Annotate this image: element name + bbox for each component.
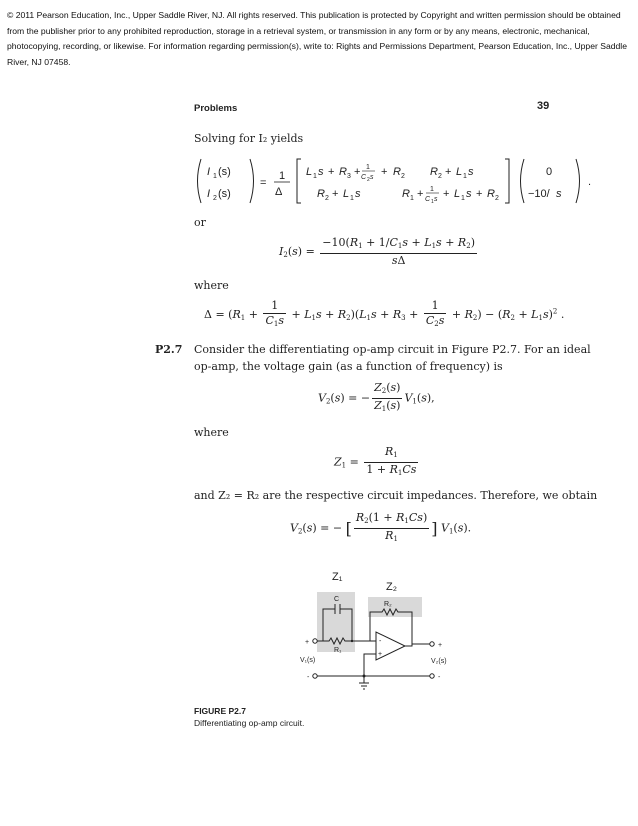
where-text-1: where xyxy=(194,279,229,292)
svg-text:+: + xyxy=(354,166,361,178)
input-plus-label: + xyxy=(305,639,310,646)
output-minus-label: - xyxy=(438,674,441,681)
svg-text:L: L xyxy=(456,166,463,178)
i2-equation: $I_2(s)$ = $\frac{-10(R_1 + 1/C_1s + L_1s + R_2)}{s\Delta}$ xyxy=(279,236,475,267)
svg-text:+: + xyxy=(476,188,483,200)
svg-text:C: C xyxy=(361,174,367,181)
svg-text:Δ: Δ xyxy=(275,186,283,198)
matrix-equation-svg xyxy=(194,155,604,207)
svg-text:R: R xyxy=(317,188,325,200)
svg-text:1: 1 xyxy=(461,195,465,202)
svg-text:+: + xyxy=(381,166,388,178)
svg-text:1: 1 xyxy=(431,199,434,205)
delta-equation: $\Delta = (R_1$ + $\frac{1}{C_1s}$ + $L_1s + R_2)(L_1s + R_3$ + $\frac{1}{C_2s}$ + $R_2) - (R_2 + L_1s)^2$ . xyxy=(204,299,564,331)
op-amp-minus-label: - xyxy=(379,638,382,645)
ground-symbol xyxy=(359,676,369,689)
v2-label: V₂(s) xyxy=(431,658,447,665)
svg-text:+: + xyxy=(443,188,450,200)
output-plus-terminal xyxy=(430,642,434,646)
svg-text:2: 2 xyxy=(213,195,217,202)
output-plus-label: + xyxy=(438,642,443,649)
matrix-equation xyxy=(194,155,604,210)
r2-label: R₂ xyxy=(384,601,392,608)
problem-line-1: Consider the differentiating op-amp circuit in Figure P2.7. For an ideal xyxy=(194,343,591,356)
svg-text:R: R xyxy=(393,166,401,178)
op-amp-plus-label: + xyxy=(378,651,383,658)
svg-text:R: R xyxy=(487,188,495,200)
svg-text:.: . xyxy=(588,176,592,188)
input-plus-terminal xyxy=(313,639,317,643)
z1-label: Z₁ xyxy=(332,571,343,583)
svg-text:1: 1 xyxy=(366,164,370,171)
page-number: 39 xyxy=(537,100,550,112)
svg-text:s: s xyxy=(355,188,361,200)
svg-text:(s): (s) xyxy=(218,188,231,200)
svg-text:1: 1 xyxy=(313,173,317,180)
svg-text:L: L xyxy=(306,166,313,178)
c-label: C xyxy=(334,596,340,603)
svg-text:L: L xyxy=(343,188,350,200)
svg-text:+: + xyxy=(417,188,424,200)
z2-sentence: and Z₂ = R₂ are the respective circuit impedances. Therefore, we obtain xyxy=(194,489,598,502)
svg-text:3: 3 xyxy=(347,173,351,180)
svg-text:2: 2 xyxy=(401,173,405,180)
svg-text:s: s xyxy=(370,174,374,181)
solving-text: Solving for I₂ yields xyxy=(194,132,304,145)
problem-line-2: op-amp, the voltage gain (as a function of frequency) is xyxy=(194,360,503,373)
svg-text:(s): (s) xyxy=(218,166,231,178)
svg-text:−10/: −10/ xyxy=(528,188,550,200)
z1-equation: $Z_1$ = $\frac{R_1}{1 + R_1Cs}$ xyxy=(334,445,420,480)
svg-text:1: 1 xyxy=(463,173,467,180)
input-minus-label: - xyxy=(307,674,310,681)
svg-text:+: + xyxy=(328,166,335,178)
svg-text:2: 2 xyxy=(438,173,442,180)
running-header-title: Problems xyxy=(194,103,238,114)
svg-text:1: 1 xyxy=(213,173,217,180)
svg-text:s: s xyxy=(318,166,324,178)
svg-text:R: R xyxy=(430,166,438,178)
svg-text:C: C xyxy=(425,196,431,203)
z2-shaded-region xyxy=(368,597,422,617)
svg-text:L: L xyxy=(454,188,461,200)
svg-text:R: R xyxy=(339,166,347,178)
or-text: or xyxy=(194,216,206,229)
svg-text:+: + xyxy=(332,188,339,200)
circuit-svg xyxy=(290,570,460,695)
v2-equation: $V_2(s)$ = − $\frac{Z_2(s)}{Z_1(s)}$ $V_1(s)$, xyxy=(318,381,435,416)
r1-label: R₁ xyxy=(334,647,342,654)
svg-text:R: R xyxy=(402,188,410,200)
svg-text:s: s xyxy=(434,196,438,203)
figure-title: FIGURE P2.7 xyxy=(194,706,246,716)
svg-text:1: 1 xyxy=(430,186,434,193)
figure-caption: Differentiating op-amp circuit. xyxy=(194,718,305,728)
svg-text:s: s xyxy=(468,166,474,178)
svg-text:=: = xyxy=(260,177,267,189)
svg-text:0: 0 xyxy=(546,166,553,178)
v2-final-equation: $V_2(s)$ = − [ $\frac{R_2(1 + R_1Cs)}{R_1}$ ] $V_1(s)$. xyxy=(290,511,471,546)
svg-text:s: s xyxy=(466,188,472,200)
svg-text:1: 1 xyxy=(410,195,414,202)
svg-text:2: 2 xyxy=(367,177,370,183)
svg-text:1: 1 xyxy=(350,195,354,202)
output-minus-terminal xyxy=(430,674,434,678)
svg-text:I: I xyxy=(207,166,211,178)
input-minus-terminal xyxy=(313,674,317,678)
where-text-2: where xyxy=(194,426,229,439)
svg-text:s: s xyxy=(556,188,562,200)
copyright-notice: © 2011 Pearson Education, Inc., Upper Saddle River, NJ. All rights reserved. This publication is protected by Copyright and written permission should be obtained from the publisher prior to any prohibited reproduction, storage in a retrieval system, or transmission in any form or by any means, electronic, mechanical, photocopying, recording, or likewise. For information regarding permission(s), write to: Rights and Permissions Department, Pearson Education, Inc., Upper Saddle River, NJ 07458. xyxy=(7,10,627,67)
problem-number: P2.7 xyxy=(155,343,183,356)
svg-text:2: 2 xyxy=(325,195,329,202)
svg-text:2: 2 xyxy=(495,195,499,202)
v1-label: V₁(s) xyxy=(300,657,316,664)
op-amp-circuit-figure xyxy=(290,570,460,695)
z2-label: Z₂ xyxy=(386,581,397,593)
svg-text:I: I xyxy=(207,188,211,200)
svg-text:1: 1 xyxy=(279,170,286,182)
svg-text:+: + xyxy=(445,166,452,178)
